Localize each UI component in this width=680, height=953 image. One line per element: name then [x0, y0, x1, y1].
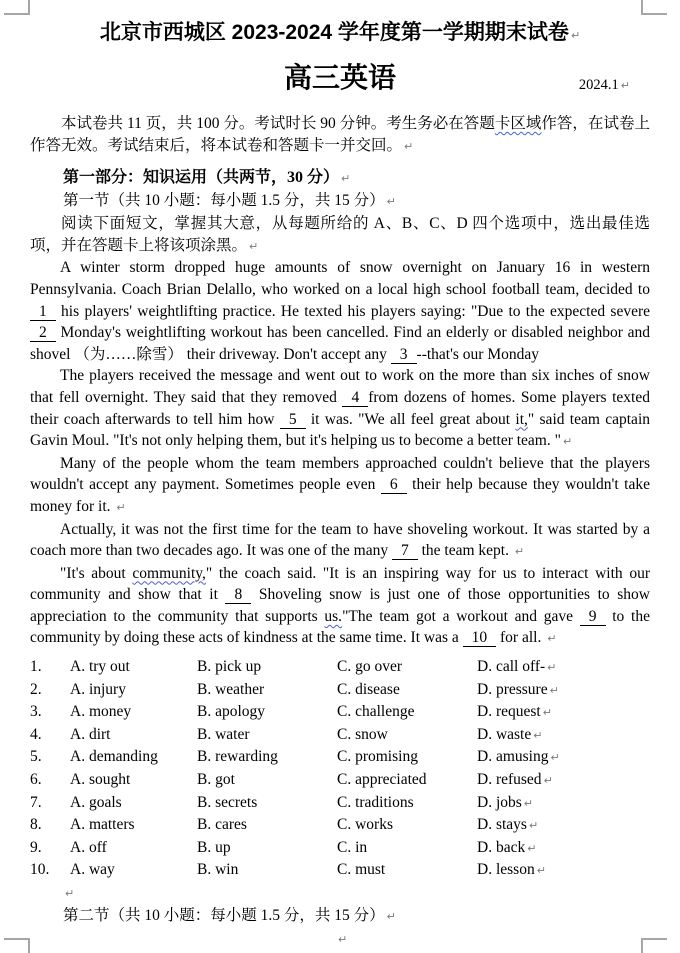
option-c: C. snow	[337, 725, 388, 743]
option-a: A. sought	[70, 771, 131, 789]
passage-text: " said team captain Gavin Moul. "It's not only helping them, but it's helping us to become a better team. "	[30, 410, 650, 450]
return-mark: ↵	[338, 933, 348, 946]
return-mark: ↵	[533, 728, 543, 742]
passage-text: --that's our Monday	[416, 345, 540, 363]
passage-text: Monday's weightlifting workout has been cancelled. Find an elderly or disabled neighbor and shovel （为……除雪） their driveway. Don't accept any	[30, 324, 650, 363]
option-d-text: D. call off-	[477, 658, 546, 676]
crop-mark-top-right	[641, 0, 667, 15]
return-mark: ↵	[523, 796, 534, 810]
option-d-text: D. back	[477, 838, 526, 856]
option-row-2	[30, 679, 650, 702]
return-mark: ↵	[570, 29, 581, 42]
option-d	[477, 656, 650, 679]
option-b: B. win	[197, 861, 239, 879]
exam-date	[579, 76, 630, 95]
option-row-4	[30, 724, 650, 747]
option-b: B. weather	[197, 680, 265, 698]
option-a: A. demanding	[70, 748, 158, 766]
return-mark: ↵	[514, 545, 525, 559]
option-d-text: D. pressure	[477, 680, 548, 698]
passage-text: "The team got a workout and gave	[342, 607, 580, 625]
return-mark: ↵	[549, 683, 559, 697]
passage-text: "It's about	[60, 564, 133, 582]
option-number: 1.	[30, 658, 42, 676]
return-mark: ↵	[542, 706, 552, 720]
option-row-5	[30, 746, 650, 769]
option-d-text: D. stays	[477, 816, 527, 834]
option-d-text: D. refused	[477, 771, 542, 789]
passage-text: to the community by doing these acts of kindness at the same time. It was a	[30, 607, 650, 647]
cloze-blank-10: 10	[463, 629, 497, 647]
passage-paragraph-3	[30, 453, 650, 519]
return-mark: ↵	[562, 435, 573, 449]
subject-title: 高三英语	[283, 62, 396, 93]
option-c: C. traditions	[337, 793, 414, 811]
section2-heading	[63, 905, 650, 928]
option-c: C. challenge	[337, 703, 415, 721]
option-b: B. pick up	[197, 658, 262, 676]
cloze-blank-9: 9	[580, 608, 606, 626]
cloze-blank-2: 2	[30, 324, 56, 342]
passage-text: it was. "We all feel great about	[305, 410, 516, 428]
exam-date-text: 2024.1	[578, 77, 619, 93]
option-row-10	[30, 859, 650, 882]
return-mark: ↵	[65, 887, 75, 900]
section2-heading-text: 第二节（共 10 小题：每小题 1.5 分，共 15 分）	[63, 906, 385, 924]
option-row-1	[30, 656, 650, 679]
cloze-blank-3: 3	[391, 346, 417, 364]
option-d	[477, 724, 650, 747]
passage-text: for all.	[496, 629, 546, 647]
passage-text: his players' weightlifting practice. He texted his players saying: "Due to the expected severe	[55, 302, 650, 320]
option-b: B. up	[197, 838, 231, 856]
option-number: 6.	[30, 771, 42, 789]
option-a: A. dirt	[70, 725, 111, 743]
passage-text: The players received the message and went out to work on the more than six inches of snow that fell overnight. They said that they removed	[30, 367, 650, 406]
option-row-3	[30, 701, 650, 724]
option-number: 2.	[30, 680, 42, 698]
option-number: 10.	[30, 861, 50, 879]
option-d-text: D. lesson	[477, 861, 535, 879]
option-d	[477, 792, 650, 815]
return-mark: ↵	[528, 819, 539, 833]
return-mark: ↵	[547, 661, 557, 675]
option-number: 8.	[30, 816, 42, 834]
option-number: 3.	[30, 703, 42, 721]
return-mark: ↵	[547, 632, 557, 646]
cloze-blank-7: 7	[392, 542, 418, 560]
passage-text-spellcheck: it,	[515, 410, 528, 428]
passage-text: Actually, it was not the first time for the team to have shoveling workout. It was started by a coach more than two decades ago. It was one of the many	[30, 520, 650, 560]
option-b: B. got	[197, 771, 235, 789]
option-row-7	[30, 792, 650, 815]
passage-paragraph-2	[30, 365, 650, 452]
option-d	[477, 679, 650, 702]
option-d	[477, 746, 650, 769]
option-d-text: D. waste	[477, 725, 532, 743]
passage-text: " the coach said. "It is an inspiring way for us to interact with our community and show that it	[30, 564, 650, 604]
section1-heading-text: 第一节（共 10 小题：每小题 1.5 分，共 15 分）	[63, 192, 385, 210]
passage-paragraph-4	[30, 519, 650, 563]
option-number: 9.	[30, 838, 42, 856]
option-c: C. go over	[337, 658, 403, 676]
option-d	[477, 814, 650, 837]
option-d-text: D. request	[477, 703, 541, 721]
return-mark: ↵	[386, 195, 396, 209]
return-mark: ↵	[543, 774, 553, 788]
option-d-text: D. jobs	[477, 793, 522, 811]
empty-paragraph	[63, 882, 650, 905]
option-c: C. in	[337, 838, 368, 856]
subject-row	[30, 59, 650, 97]
return-mark: ↵	[620, 79, 630, 92]
section1-heading	[63, 190, 650, 213]
passage-text: from dozens of homes. Some players texted their coach afterwards to tell him how	[30, 388, 650, 428]
option-c: C. appreciated	[337, 771, 427, 789]
return-mark: ↵	[249, 239, 259, 253]
passage-text-spellcheck: us.	[324, 607, 343, 625]
passage-text: A winter storm dropped huge amounts of snow overnight on January 16 in western Pennsylvania. Coach Brian Delallo, who worked on a local high school football team, decided to	[30, 259, 650, 298]
return-mark: ↵	[341, 172, 351, 186]
crop-mark-top-left	[4, 0, 30, 15]
option-row-6	[30, 769, 650, 792]
passage-paragraph-5	[30, 563, 650, 650]
option-d	[477, 769, 650, 792]
options-list	[30, 656, 650, 882]
option-a: A. try out	[70, 658, 130, 676]
page-title	[30, 20, 650, 49]
cloze-blank-6: 6	[381, 476, 407, 494]
option-number: 5.	[30, 748, 42, 766]
notice-text-spellcheck: 卡区域	[494, 115, 542, 132]
option-c: C. promising	[337, 748, 418, 766]
section1-instructions	[30, 213, 650, 257]
option-c: C. must	[337, 861, 386, 879]
passage-text: the team kept.	[417, 542, 513, 560]
passage-text: Shoveling snow is just one of those opportunities to show appreciation to the community that supports	[30, 586, 650, 625]
section1-instructions-text: 阅读下面短文，掌握其大意，从每题所给的 A、B、C、D 四个选项中，选出最佳选项，并在答题卡上将该项涂黑。	[30, 215, 650, 254]
option-d	[477, 859, 650, 882]
cloze-blank-5: 5	[280, 411, 306, 429]
option-a: A. matters	[70, 816, 135, 834]
option-number: 4.	[30, 725, 42, 743]
crop-mark-bottom-left	[4, 938, 30, 953]
passage-paragraph-1	[30, 257, 650, 365]
option-b: B. cares	[197, 816, 247, 834]
option-a: A. injury	[70, 680, 126, 698]
passage-text-spellcheck: community,	[132, 564, 206, 582]
option-a: A. goals	[70, 793, 122, 811]
crop-mark-bottom-right	[641, 938, 667, 953]
option-b: B. secrets	[197, 793, 258, 811]
option-b: B. water	[197, 725, 250, 743]
page-title-text: 北京市西城区 2023-2024 学年度第一学期期末试卷	[99, 21, 569, 44]
notice-paragraph	[30, 113, 650, 157]
part1-heading-text: 第一部分：知识运用（共两节，30 分）	[63, 169, 340, 187]
return-mark: ↵	[404, 139, 414, 153]
option-number: 7.	[30, 793, 42, 811]
option-b: B. apology	[197, 703, 266, 721]
option-row-8	[30, 814, 650, 837]
cloze-blank-8: 8	[225, 586, 251, 604]
return-mark: ↵	[550, 751, 560, 765]
option-b: B. rewarding	[197, 748, 278, 766]
option-d	[477, 837, 650, 860]
return-mark: ↵	[116, 500, 126, 514]
notice-text: 本试卷共 11 页，共 100 分。考试时长 90 分钟。考生务必在答题	[61, 115, 495, 132]
option-d	[477, 701, 650, 724]
option-a: A. way	[70, 861, 115, 879]
part1-heading	[63, 167, 650, 190]
cloze-blank-4: 4	[342, 389, 368, 407]
option-c: C. works	[337, 816, 393, 834]
passage-text: Many of the people whom the team members approached couldn't believe that the players wouldn't accept any payment. Sometimes people even	[30, 454, 650, 494]
option-row-9	[30, 837, 650, 860]
notice-text: 作答，在试卷上作答无效。考试结束后，将本试卷和答题卡一并交回。	[30, 115, 650, 154]
return-mark: ↵	[527, 841, 537, 855]
cloze-blank-1: 1	[30, 303, 56, 321]
option-a: A. off	[70, 838, 107, 856]
return-mark: ↵	[536, 864, 546, 878]
passage-text: their help because they wouldn't take money for it.	[30, 476, 650, 515]
option-d-text: D. amusing	[477, 748, 549, 766]
option-a: A. money	[70, 703, 132, 721]
option-c: C. disease	[337, 680, 400, 698]
return-mark: ↵	[386, 909, 396, 923]
